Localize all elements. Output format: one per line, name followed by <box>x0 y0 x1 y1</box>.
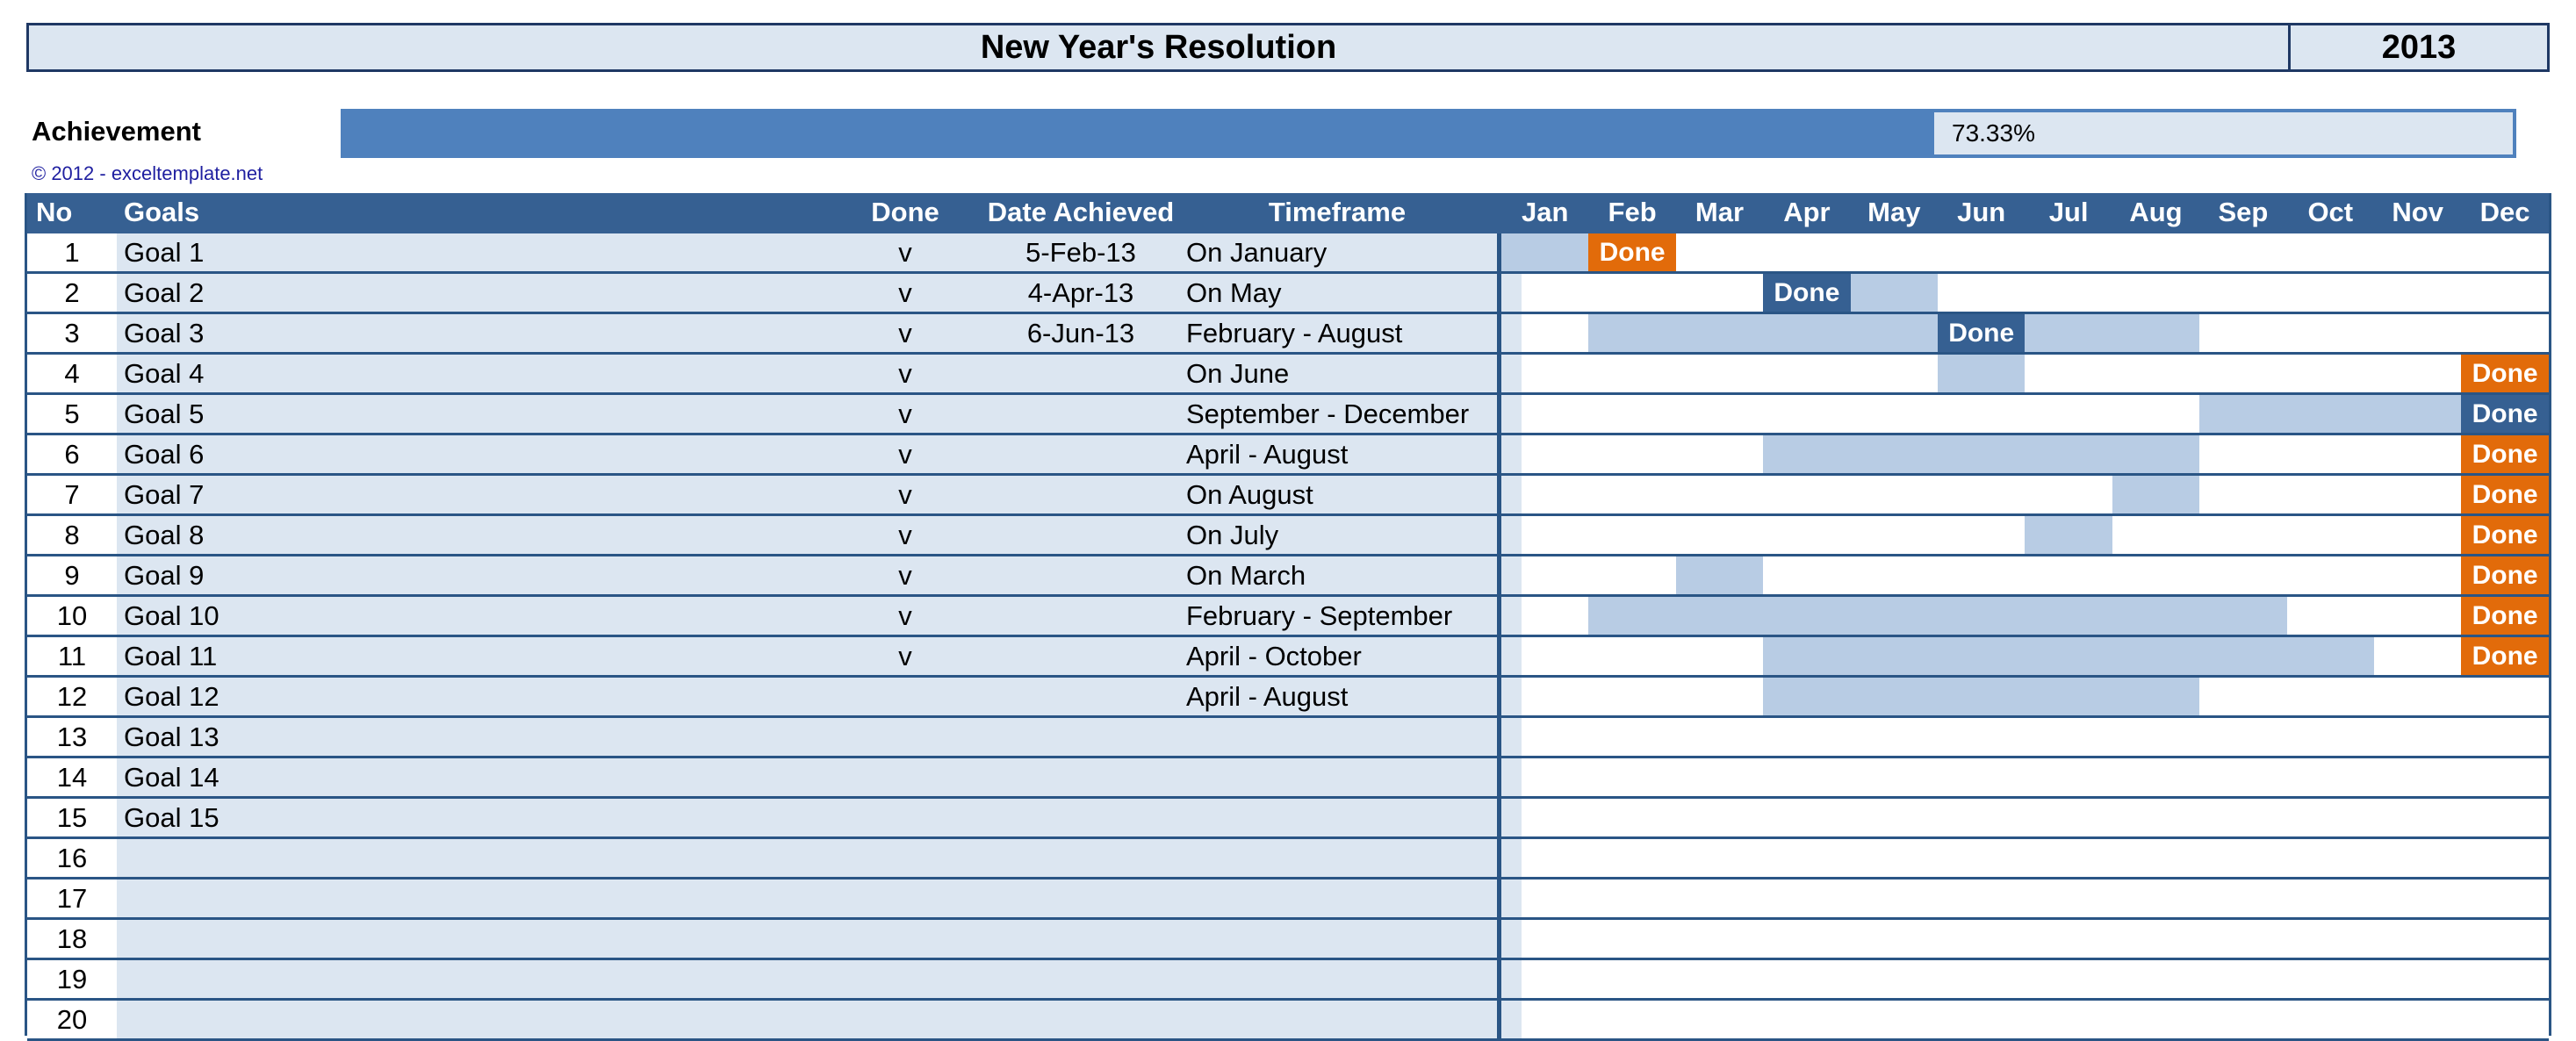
header-month-may[interactable]: May <box>1867 196 1921 227</box>
goal-cell[interactable]: Goal 12 <box>124 680 219 712</box>
table-row <box>27 274 2549 314</box>
achievement-progress-bar <box>341 109 2516 158</box>
row-number[interactable]: 14 <box>56 761 88 793</box>
date-achieved-cell[interactable] <box>975 395 1186 433</box>
goal-cell[interactable]: Goal 14 <box>124 761 219 793</box>
calendar-divider <box>1497 799 1501 839</box>
done-cell[interactable]: v <box>898 478 912 510</box>
timeframe-cell[interactable]: April - August <box>1186 438 1349 470</box>
goal-cell[interactable]: Goal 1 <box>124 236 205 268</box>
calendar-divider <box>1497 960 1501 1001</box>
done-cell[interactable]: v <box>898 236 912 268</box>
date-achieved-cell[interactable]: 5-Feb-13 <box>1025 236 1136 268</box>
done-badge: Done <box>2461 516 2548 554</box>
table-row <box>27 678 2549 718</box>
table-row <box>27 637 2549 678</box>
goal-cell[interactable]: Goal 2 <box>124 276 205 308</box>
timeframe-bar <box>2112 476 2199 513</box>
done-cell[interactable]: v <box>898 438 912 470</box>
done-cell[interactable] <box>835 839 975 877</box>
table-row <box>27 476 2549 516</box>
table-row <box>27 355 2549 395</box>
header-month-oct[interactable]: Oct <box>2307 196 2354 227</box>
calendar-divider <box>1497 879 1501 920</box>
header-month-jul[interactable]: Jul <box>2048 196 2089 227</box>
header-month-jun[interactable]: Jun <box>1957 196 2006 227</box>
timeframe-cell[interactable]: April - August <box>1186 680 1349 712</box>
table-row <box>27 597 2549 637</box>
date-achieved-cell[interactable] <box>975 839 1186 877</box>
timeframe-cell[interactable] <box>1186 758 1497 796</box>
goal-cell[interactable]: Goal 3 <box>124 317 205 348</box>
timeframe-cell[interactable] <box>1186 920 1497 958</box>
table-row <box>27 960 2549 1001</box>
header-month-dec[interactable]: Dec <box>2479 196 2530 227</box>
date-achieved-cell[interactable] <box>975 476 1186 513</box>
table-row <box>27 516 2549 556</box>
calendar-divider <box>1497 395 1501 435</box>
done-cell[interactable]: v <box>898 559 912 591</box>
goal-cell[interactable]: Goal 11 <box>124 640 218 671</box>
timeframe-bar <box>1588 597 2286 635</box>
calendar-divider <box>1497 516 1501 556</box>
table-row <box>27 799 2549 839</box>
achievement-label: Achievement <box>32 116 201 147</box>
timeframe-cell[interactable]: April - October <box>1186 640 1362 671</box>
row-number[interactable]: 10 <box>56 599 88 631</box>
row-number[interactable]: 11 <box>57 640 87 671</box>
timeframe-cell[interactable]: On June <box>1186 357 1290 389</box>
table-row <box>27 435 2549 476</box>
done-cell[interactable] <box>835 1001 975 1038</box>
table-row <box>27 920 2549 960</box>
timeframe-bar <box>1763 678 2199 715</box>
header-date-achieved[interactable]: Date Achieved <box>987 196 1175 227</box>
header-month-aug[interactable]: Aug <box>2129 196 2183 227</box>
done-cell[interactable] <box>835 920 975 958</box>
calendar-divider <box>1497 274 1501 314</box>
row-number[interactable]: 17 <box>56 882 88 914</box>
timeframe-bar <box>2025 516 2112 554</box>
header-month-sep[interactable]: Sep <box>2218 196 2269 227</box>
row-number[interactable]: 6 <box>64 438 80 470</box>
goal-cell[interactable]: Goal 6 <box>124 438 205 470</box>
done-badge: Done <box>2461 395 2548 433</box>
sheet-title[interactable]: New Year's Resolution <box>980 28 1337 66</box>
timeframe-cell[interactable] <box>1186 839 1497 877</box>
done-badge: Done <box>2461 556 2548 594</box>
goal-cell[interactable]: Goal 9 <box>124 559 205 591</box>
date-achieved-cell[interactable]: 4-Apr-13 <box>1027 276 1134 308</box>
timeframe-cell[interactable]: On May <box>1186 276 1282 308</box>
done-badge: Done <box>2461 476 2548 513</box>
goal-cell[interactable] <box>117 1001 802 1038</box>
date-achieved-cell[interactable] <box>975 637 1186 675</box>
date-achieved-cell[interactable] <box>975 597 1186 635</box>
row-number[interactable]: 4 <box>64 357 80 389</box>
timeframe-cell[interactable]: February - August <box>1186 317 1403 348</box>
goal-cell[interactable] <box>117 960 802 998</box>
table-row <box>27 718 2549 758</box>
date-achieved-cell[interactable] <box>975 920 1186 958</box>
done-cell[interactable]: v <box>898 599 912 631</box>
timeframe-bar <box>1676 556 1763 594</box>
done-cell[interactable] <box>835 678 975 715</box>
year-cell[interactable]: 2013 <box>2381 28 2457 66</box>
done-cell[interactable]: v <box>898 317 912 348</box>
row-number[interactable]: 20 <box>56 1003 88 1035</box>
table-row <box>27 314 2549 355</box>
table-row <box>27 233 2549 274</box>
achievement-progress-fill <box>344 112 1934 154</box>
timeframe-cell[interactable]: On January <box>1186 236 1328 268</box>
done-cell[interactable]: v <box>898 357 912 389</box>
table-row <box>27 395 2549 435</box>
done-cell[interactable] <box>835 799 975 836</box>
done-cell[interactable] <box>835 960 975 998</box>
row-number[interactable]: 18 <box>56 923 88 954</box>
table-row <box>27 556 2549 597</box>
row-number[interactable]: 3 <box>64 317 80 348</box>
calendar-divider <box>1497 435 1501 476</box>
calendar-divider <box>1497 718 1501 758</box>
table-row <box>27 1001 2549 1041</box>
row-number[interactable]: 2 <box>64 276 80 308</box>
timeframe-bar <box>1763 435 2199 473</box>
calendar-divider <box>1497 758 1501 799</box>
achievement-percent: 73.33% <box>1952 119 2035 147</box>
timeframe-bar <box>1938 355 2025 392</box>
calendar-divider <box>1497 678 1501 718</box>
row-number[interactable]: 16 <box>56 842 88 873</box>
header-goals[interactable]: Goals <box>124 196 200 227</box>
timeframe-bar <box>1763 637 2374 675</box>
calendar-divider <box>1497 1001 1501 1041</box>
date-achieved-cell[interactable] <box>975 758 1186 796</box>
calendar-divider <box>1497 556 1501 597</box>
done-cell[interactable]: v <box>898 276 912 308</box>
calendar-divider <box>1497 314 1501 355</box>
row-number[interactable]: 12 <box>56 680 88 712</box>
timeframe-cell[interactable] <box>1186 799 1497 836</box>
header-done[interactable]: Done <box>871 196 939 227</box>
calendar-divider <box>1497 839 1501 879</box>
row-number[interactable]: 7 <box>64 478 80 510</box>
goal-cell[interactable]: Goal 8 <box>124 519 205 550</box>
date-achieved-cell[interactable] <box>975 355 1186 392</box>
calendar-divider <box>1497 355 1501 395</box>
date-achieved-cell[interactable] <box>975 556 1186 594</box>
timeframe-cell[interactable] <box>1186 879 1497 917</box>
goal-cell[interactable]: Goal 5 <box>124 398 205 429</box>
resolution-table <box>25 193 2551 1036</box>
done-badge: Done <box>2461 597 2548 635</box>
timeframe-bar <box>1851 274 1938 312</box>
calendar-divider <box>1497 476 1501 516</box>
table-row <box>27 879 2549 920</box>
timeframe-cell[interactable]: February - September <box>1186 599 1453 631</box>
header-timeframe[interactable]: Timeframe <box>1268 196 1407 227</box>
goal-cell[interactable] <box>117 879 802 917</box>
row-number[interactable]: 13 <box>56 721 88 752</box>
goal-cell[interactable]: Goal 15 <box>124 801 219 833</box>
calendar-divider <box>1497 920 1501 960</box>
done-badge: Done <box>2461 435 2548 473</box>
header-no[interactable]: No <box>36 196 73 227</box>
title-bar <box>26 23 2550 72</box>
timeframe-cell[interactable] <box>1186 1001 1497 1038</box>
timeframe-cell[interactable]: On July <box>1186 519 1279 550</box>
goal-cell[interactable]: Goal 4 <box>124 357 205 389</box>
done-badge: Done <box>2461 637 2548 675</box>
done-cell[interactable] <box>835 758 975 796</box>
copyright-link[interactable]: © 2012 - exceltemplate.net <box>32 162 263 184</box>
timeframe-cell[interactable]: September - December <box>1186 398 1470 429</box>
done-badge: Done <box>2461 355 2548 392</box>
header-month-feb[interactable]: Feb <box>1608 196 1657 227</box>
done-cell[interactable]: v <box>898 398 912 429</box>
date-achieved-cell[interactable] <box>975 435 1186 473</box>
goal-cell[interactable]: Goal 13 <box>124 721 219 752</box>
row-number[interactable]: 15 <box>56 801 88 833</box>
goal-cell[interactable] <box>117 839 802 877</box>
table-row <box>27 758 2549 799</box>
date-achieved-cell[interactable] <box>975 678 1186 715</box>
goal-cell[interactable]: Goal 10 <box>124 599 219 631</box>
timeframe-cell[interactable] <box>1186 960 1497 998</box>
date-achieved-cell[interactable]: 6-Jun-13 <box>1026 317 1135 348</box>
done-badge: Done <box>1588 233 1675 271</box>
row-number[interactable]: 1 <box>64 236 80 268</box>
header-month-jan[interactable]: Jan <box>1521 196 1569 227</box>
calendar-divider <box>1497 637 1501 678</box>
table-row <box>27 839 2549 879</box>
done-cell[interactable]: v <box>898 640 912 671</box>
date-achieved-cell[interactable] <box>975 960 1186 998</box>
date-achieved-cell[interactable] <box>975 1001 1186 1038</box>
header-month-apr[interactable]: Apr <box>1783 196 1831 227</box>
done-cell[interactable] <box>835 879 975 917</box>
done-cell[interactable] <box>835 718 975 756</box>
done-badge: Done <box>1938 314 2025 352</box>
date-achieved-cell[interactable] <box>975 718 1186 756</box>
done-badge: Done <box>1763 274 1850 312</box>
date-achieved-cell[interactable] <box>975 799 1186 836</box>
timeframe-cell[interactable]: On August <box>1186 478 1313 510</box>
goal-cell[interactable] <box>117 920 802 958</box>
date-achieved-cell[interactable] <box>975 516 1186 554</box>
row-number[interactable]: 19 <box>56 963 88 994</box>
row-number[interactable]: 9 <box>64 559 80 591</box>
row-number[interactable]: 5 <box>64 398 80 429</box>
timeframe-bar <box>1501 233 1588 271</box>
header-month-nov[interactable]: Nov <box>2392 196 2443 227</box>
calendar-divider <box>1497 597 1501 637</box>
date-achieved-cell[interactable] <box>975 879 1186 917</box>
header-row <box>27 193 2549 233</box>
timeframe-bar <box>1588 314 2199 352</box>
row-number[interactable]: 8 <box>64 519 80 550</box>
timeframe-cell[interactable] <box>1186 718 1497 756</box>
goal-cell[interactable]: Goal 7 <box>124 478 205 510</box>
header-month-mar[interactable]: Mar <box>1695 196 1745 227</box>
timeframe-cell[interactable]: On March <box>1186 559 1306 591</box>
done-cell[interactable]: v <box>898 519 912 550</box>
